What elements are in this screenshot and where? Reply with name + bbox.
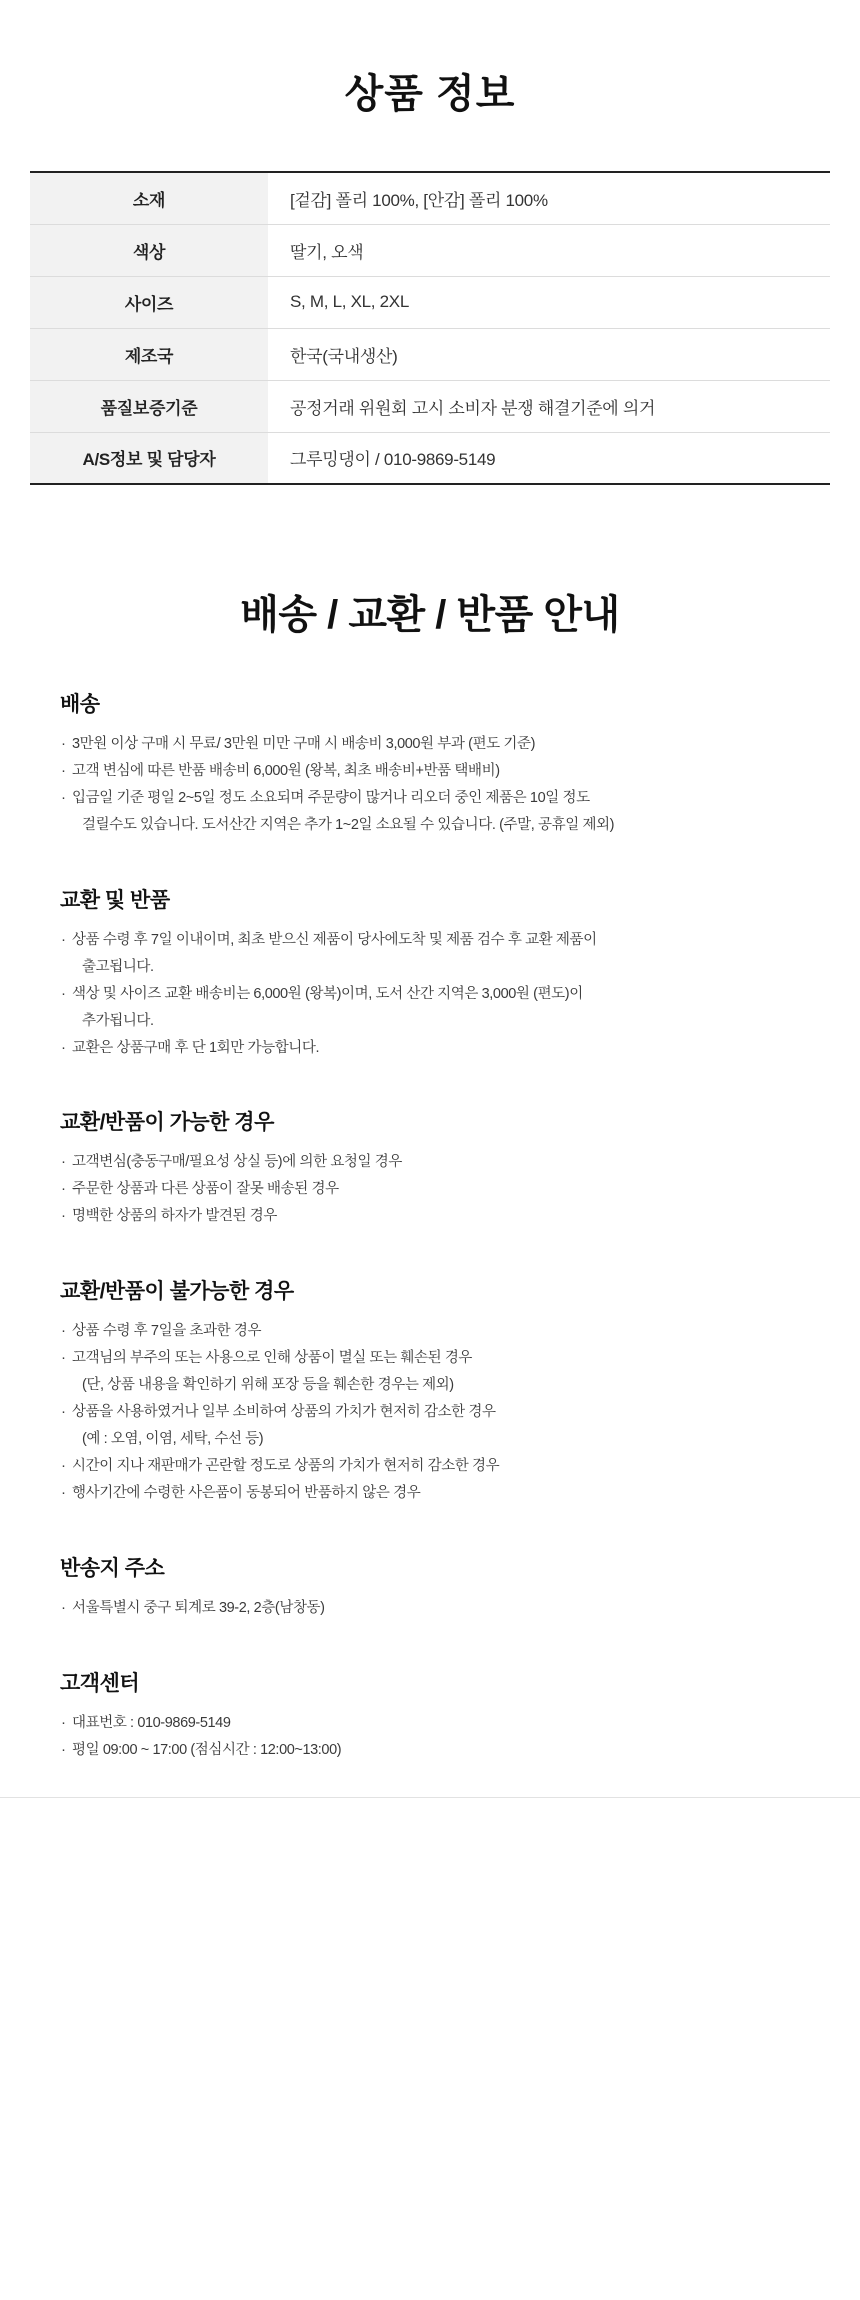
- block-heading-return-allowed: 교환/반품이 가능한 경우: [60, 1111, 274, 1135]
- spec-label-size: 사이즈: [30, 276, 268, 328]
- shipping-info-section: [0, 529, 860, 1838]
- list-item-continuation: (단, 상품 내용을 확인하기 위해 포장 등을 훼손한 경우는 제외): [82, 1377, 454, 1394]
- list-item: · 입금일 기준 평일 2~5일 정도 소요되며 주문량이 많거나 리오더 중인 제품은 10일 정도: [60, 786, 830, 811]
- table-row: [30, 380, 830, 432]
- list-item: · 시간이 지나 재판매가 곤란할 정도로 상품의 가치가 현저히 감소한 경우: [60, 1454, 830, 1479]
- list-item: · 대표번호 : 010-9869-5149: [60, 1711, 830, 1736]
- list-item: · 주문한 상품과 다른 상품이 잘못 배송된 경우: [60, 1177, 830, 1202]
- product-spec-table: [30, 171, 830, 485]
- list-item-continuation: 추가됩니다.: [82, 1012, 154, 1029]
- block-heading-exchange-return: 교환 및 반품: [60, 888, 170, 912]
- spec-value-warranty: 공정거래 위원회 고시 소비자 분쟁 해결기준에 의거: [268, 380, 830, 432]
- list-item-continuation: (예 : 오염, 이염, 세탁, 수선 등): [82, 1431, 264, 1447]
- list-item: · 색상 및 사이즈 교환 배송비는 6,000원 (왕복)이며, 도서 산간 지역은 3,000원 (편도)이: [60, 982, 830, 1007]
- spec-value-material: [겉감] 폴리 100%, [안감] 폴리 100%: [268, 172, 830, 224]
- shipping-title: 배송 / 교환 / 반품 안내: [240, 593, 620, 637]
- return-allowed-bullet-list: [60, 1150, 830, 1229]
- list-item: · 평일 09:00 ~ 17:00 (점심시간 : 12:00~13:00): [60, 1738, 830, 1763]
- section-divider: [0, 515, 860, 529]
- block-heading-return-address: 반송지 주소: [60, 1556, 165, 1580]
- shipping-block-return-allowed: [30, 1106, 830, 1229]
- shipping-block-return-denied: [30, 1275, 830, 1506]
- return-address-list: [60, 1596, 830, 1621]
- table-row: [30, 224, 830, 276]
- list-item: · 고객변심(충동구매/필요성 상실 등)에 의한 요청일 경우: [60, 1150, 830, 1175]
- list-item: · 고객님의 부주의 또는 사용으로 인해 상품이 멸실 또는 훼손된 경우: [60, 1346, 830, 1371]
- exchange-return-bullet-list: [60, 928, 830, 1061]
- table-row: [30, 172, 830, 224]
- spec-label-material: 소재: [30, 172, 268, 224]
- spec-value-color: 딸기, 오색: [268, 224, 830, 276]
- block-heading-return-denied: 교환/반품이 불가능한 경우: [60, 1280, 294, 1304]
- delivery-bullet-list: [60, 732, 830, 838]
- customer-center-list: [60, 1711, 830, 1763]
- spec-label-color: 색상: [30, 224, 268, 276]
- list-item: · 상품 수령 후 7일을 초과한 경우: [60, 1319, 830, 1344]
- list-item: · 교환은 상품구매 후 단 1회만 가능합니다.: [60, 1036, 830, 1061]
- spec-label-origin: 제조국: [30, 328, 268, 380]
- spec-label-as-contact: A/S정보 및 담당자: [30, 432, 268, 484]
- list-item: · 상품을 사용하였거나 일부 소비하여 상품의 가치가 현저히 감소한 경우: [60, 1400, 830, 1425]
- block-heading-customer-center: 고객센터: [60, 1671, 140, 1695]
- block-heading-delivery: 배송: [60, 693, 100, 716]
- shipping-block-exchange-return: [30, 884, 830, 1061]
- list-item: · 서울특별시 중구 퇴계로 39-2, 2층(남창동): [60, 1596, 830, 1621]
- list-item: · 행사기간에 수령한 사은품이 동봉되어 반품하지 않은 경우: [60, 1481, 830, 1506]
- spec-value-origin: 한국(국내생산): [268, 328, 830, 380]
- spec-label-warranty: 품질보증기준: [30, 380, 268, 432]
- spec-value-as-contact: 그루밍댕이 / 010-9869-5149: [268, 432, 830, 484]
- list-item-continuation: 걸릴수도 있습니다. 도서산간 지역은 추가 1~2일 소요될 수 있습니다. (주말, 공휴일 제외): [82, 816, 615, 833]
- list-item: · 고객 변심에 따른 반품 배송비 6,000원 (왕복, 최초 배송비+반품 택배비): [60, 759, 830, 784]
- shipping-block-return-address: [30, 1552, 830, 1621]
- spec-table-body: [30, 172, 830, 484]
- spec-value-size: S, M, L, XL, 2XL: [268, 276, 830, 328]
- product-info-section: [0, 0, 860, 529]
- list-item: · 상품 수령 후 7일 이내이며, 최초 받으신 제품이 당사에도착 및 제품 검수 후 교환 제품이: [60, 928, 830, 953]
- table-row: [30, 432, 830, 484]
- bottom-divider: [0, 1797, 860, 1798]
- table-row: [30, 328, 830, 380]
- list-item: · 3만원 이상 구매 시 무료/ 3만원 미만 구매 시 배송비 3,000원 부과 (편도 기준): [60, 732, 830, 757]
- page-title: 상품 정보: [344, 72, 516, 116]
- list-item: · 명백한 상품의 하자가 발견된 경우: [60, 1204, 830, 1229]
- shipping-block-delivery: [30, 688, 830, 838]
- table-row: [30, 276, 830, 328]
- shipping-block-customer-center: [30, 1667, 830, 1763]
- return-denied-bullet-list: [60, 1319, 830, 1506]
- list-item-continuation: 출고됩니다.: [82, 958, 154, 975]
